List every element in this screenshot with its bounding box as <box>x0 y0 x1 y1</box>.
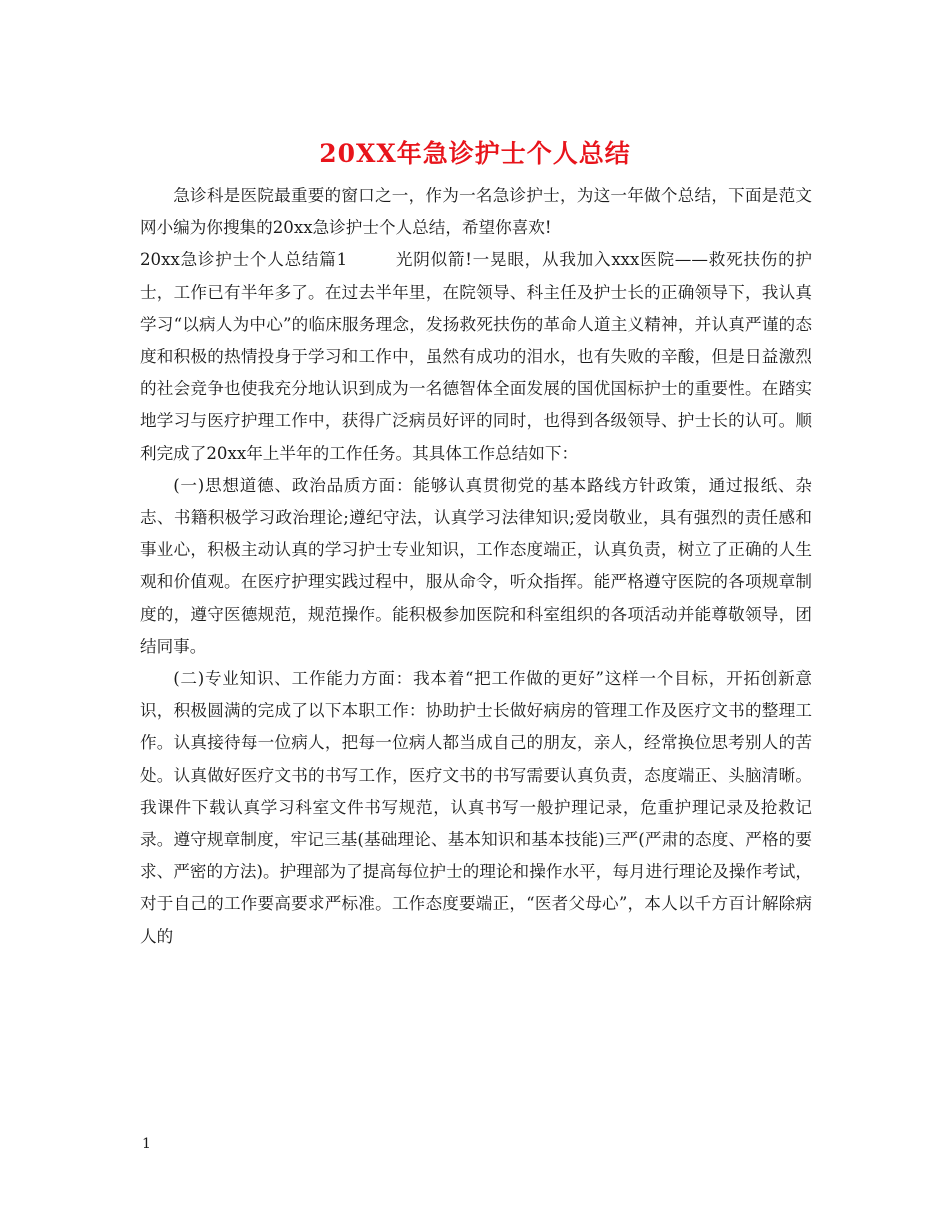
section-first-paragraph: 光阴似箭!一晃眼，从我加入xxx医院——救死扶伤的护士，工作已有半年多了。在过去半年里，在院领导、科主任及护士长的正确领导下，我认真学习“以病人为中心”的临床服务理念，发扬救死扶伤的革命人道主义精神，并认真严谨的态度和积极的热情投身于学习和工作中，虽然有成功的泪水，也有失败的辛酸，但是日益激烈的社会竞争也使我充分地认识到成为一名德智体全面发展的国优国标护士的重要性。在踏实地学习与医疗护理工作中，获得广泛病员好评的同时，也得到各级领导、护士长的认可。顺利完成了20xx年上半年的工作任务。其具体工作总结如下： <box>140 250 813 463</box>
document-title: 20XX年急诊护士个人总结 <box>319 139 631 168</box>
document-body <box>140 180 812 953</box>
page-number: 1 <box>142 1136 151 1152</box>
section-paragraph <box>140 244 812 469</box>
skill-paragraph: (二)专业知识、工作能力方面：我本着“把工作做的更好”这样一个目标，开拓创新意识，积极圆满的完成了以下本职工作：协助护士长做好病房的管理工作及医疗文书的整理工作。认真接待每一位病人，把每一位病人都当成自己的朋友，亲人，经常换位思考别人的苦处。认真做好医疗文书的书写工作，医疗文书的书写需要认真负责，态度端正、头脑清晰。我课件下载认真学习科室文件书写规范，认真书写一般护理记录，危重护理记录及抢救记录。遵守规章制度，牢记三基(基础理论、基本知识和基本技能)三严(严肃的态度、严格的要求、严密的方法)。护理部为了提高每位护士的理论和操作水平，每月进行理论及操作考试，对于自己的工作要高要求严标准。工作态度要端正，“医者父母心”，本人以千方百计解除病人的 <box>140 669 812 946</box>
intro-paragraph: 急诊科是医院最重要的窗口之一，作为一名急诊护士，为这一年做个总结，下面是范文网小编为你搜集的20xx急诊护士个人总结，希望你喜欢! <box>140 186 812 238</box>
section-heading: 20xx急诊护士个人总结篇1 <box>140 250 348 270</box>
moral-paragraph: (一)思想道德、政治品质方面：能够认真贯彻党的基本路线方针政策，通过报纸、杂志、书籍积极学习政治理论;遵纪守法，认真学习法律知识;爱岗敬业，具有强烈的责任感和事业心，积极主动认真的学习护士专业知识，工作态度端正，认真负责，树立了正确的人生观和价值观。在医疗护理实践过程中，服从命令，听众指挥。能严格遵守医院的各项规章制度的，遵守医德规范，规范操作。能积极参加医院和科室组织的各项活动并能尊敬领导，团结同事。 <box>140 475 812 656</box>
